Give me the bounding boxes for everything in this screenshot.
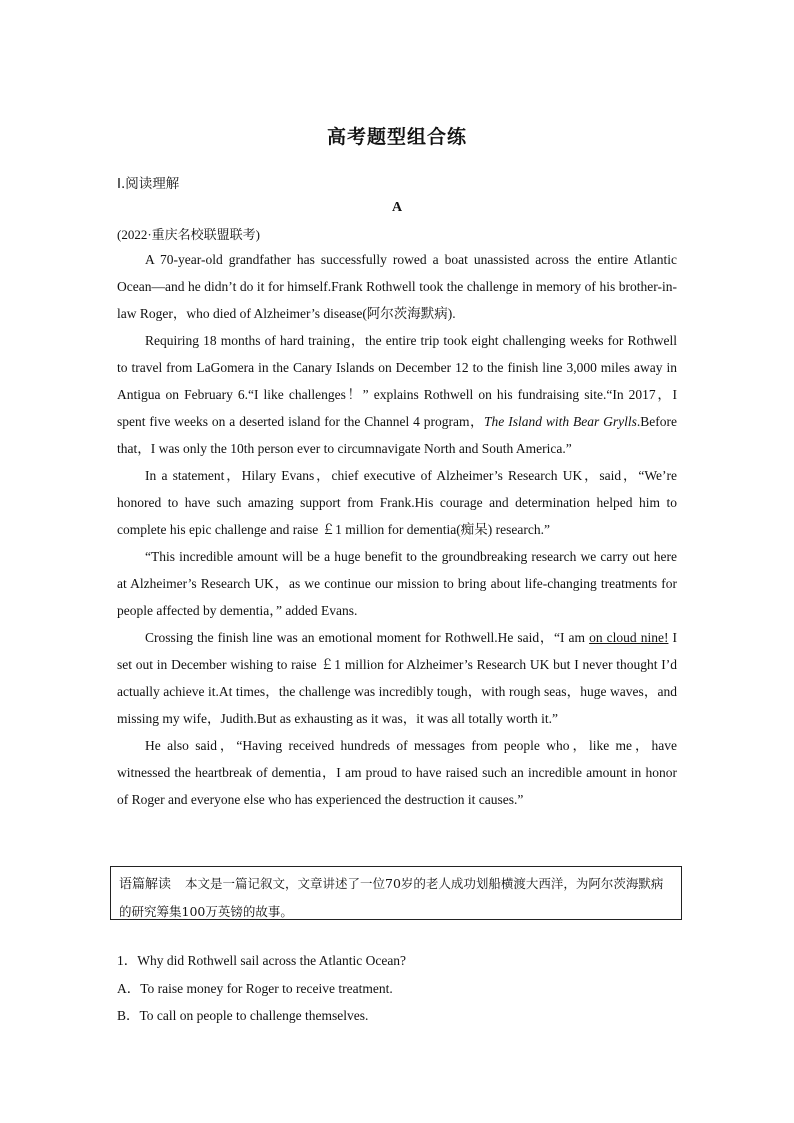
summary-box <box>110 866 682 920</box>
passage-body <box>117 246 677 813</box>
paragraph-3 <box>117 462 677 543</box>
paragraph-4-text: “This incredible amount will be a huge benefit to the groundbreaking research we carry out here at Alzheimer’s Research UK，as we continue our mission to bring about life-changing treatments for people affected by dementia，” added Evans. <box>117 549 677 618</box>
paragraph-6 <box>117 732 677 813</box>
paragraph-4 <box>117 543 677 624</box>
summary-label: 语篇解读 <box>119 877 172 892</box>
question-list <box>117 947 677 1030</box>
program-title: The Island with Bear Grylls <box>484 414 637 429</box>
paragraph-5-text: Crossing the finish line was an emotional moment for Rothwell.He said，“I am <box>145 630 590 645</box>
paragraph-2-text-cont: .Before that，I was only the 10th person ever to circumnavigate North and South America.” <box>117 414 677 456</box>
paragraph-3-text: In a statement，Hilary Evans，chief executive of Alzheimer’s Research UK，said，“We’re honored to have such amazing support from Frank.His courage and determination helped him to complete his epic challenge and raise ￡1 million for dementia(痴呆) research.” <box>117 468 677 537</box>
section-heading: Ⅰ.阅读理解 <box>117 176 180 192</box>
option-b: B．To call on people to challenge themselves. <box>117 1008 369 1023</box>
paragraph-6-text: He also said，“Having received hundreds of messages from people who，like me，have witnessed the heartbreak of dementia，I am proud to have raised such an incredible amount in honor of Roger and everyone else who has experienced the destruction it causes.” <box>117 738 677 807</box>
paragraph-1-text: A 70-year-old grandfather has successfully rowed a boat unassisted across the entire Atlantic Ocean—and he didn’t do it for himself.Frank Rothwell took the challenge in memory of his brother-in-law Roger，who died of Alzheimer’s disease(阿尔茨海默病). <box>117 252 677 321</box>
paragraph-5-text-cont: I set out in December wishing to raise ￡1 million for Alzheimer’s Research UK but I never thought I’d actually achieve it.At times，the challenge was incredibly tough，with rough seas，huge waves，and missing my wife，Judith.But as exhausting as it was，it was all totally worth it.” <box>117 630 678 726</box>
underlined-phrase: on cloud nine! <box>589 630 669 645</box>
paragraph-5 <box>117 624 677 732</box>
paragraph-1 <box>117 246 677 327</box>
paragraph-2 <box>117 327 677 462</box>
page-title: 高考题型组合练 <box>326 126 467 148</box>
paragraph-2-text: Requiring 18 months of hard training，the entire trip took eight challenging weeks for Rothwell to travel from LaGomera in the Canary Islands on December 12 to the finish line 3,000 miles away in Antigua on February 6.“I like challenges！” explains Rothwell on his fundraising site.“In 2017，I spent five weeks on a deserted island for the Channel 4 program， <box>117 333 677 429</box>
summary-text: 本文是一篇记叙文，文章讲述了一位70岁的老人成功划船横渡大西洋，为阿尔茨海默病的研究筹集100万英镑的故事。 <box>119 876 664 919</box>
passage-letter: A <box>391 200 403 215</box>
option-a: A．To raise money for Roger to receive treatment. <box>117 980 393 996</box>
passage-source: (2022·重庆名校联盟联考) <box>117 227 260 242</box>
question-stem: 1．Why did Rothwell sail across the Atlantic Ocean? <box>117 953 407 968</box>
